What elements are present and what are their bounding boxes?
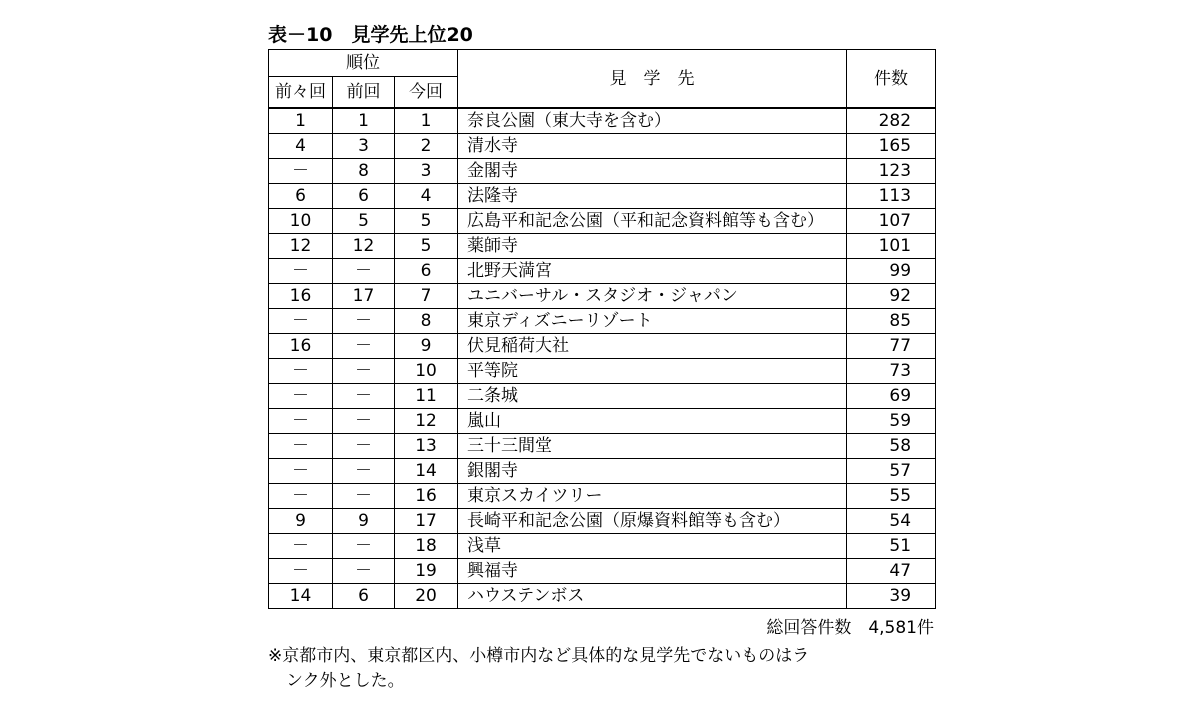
table-row (269, 534, 936, 559)
table-row (269, 259, 936, 284)
header-row-1 (269, 50, 936, 77)
cell-rank-prev2: － (269, 559, 333, 584)
cell-rank-prev2: － (269, 434, 333, 459)
table-row (269, 384, 936, 409)
cell-place: ユニバーサル・スタジオ・ジャパン (458, 284, 847, 309)
table-body (269, 108, 936, 609)
header-now: 今回 (395, 77, 458, 109)
cell-rank-prev: － (333, 409, 395, 434)
cell-rank-prev2: － (269, 534, 333, 559)
table-row (269, 284, 936, 309)
cell-count: 107 (847, 209, 936, 234)
cell-rank-now: 3 (395, 159, 458, 184)
cell-rank-prev: － (333, 534, 395, 559)
cell-rank-prev: － (333, 459, 395, 484)
cell-rank-prev2: 12 (269, 234, 333, 259)
cell-count: 73 (847, 359, 936, 384)
cell-rank-prev2: － (269, 359, 333, 384)
table-row (269, 234, 936, 259)
table-row (269, 484, 936, 509)
footnote (268, 644, 948, 694)
cell-rank-now: 20 (395, 584, 458, 609)
cell-count: 59 (847, 409, 936, 434)
cell-rank-prev: － (333, 559, 395, 584)
cell-rank-prev: 17 (333, 284, 395, 309)
cell-rank-prev: 6 (333, 184, 395, 209)
table-row (269, 309, 936, 334)
cell-place: 東京スカイツリー (458, 484, 847, 509)
table-row (269, 334, 936, 359)
cell-rank-prev2: 16 (269, 284, 333, 309)
cell-rank-now: 5 (395, 234, 458, 259)
cell-rank-now: 8 (395, 309, 458, 334)
cell-place: 平等院 (458, 359, 847, 384)
cell-count: 101 (847, 234, 936, 259)
cell-rank-now: 1 (395, 108, 458, 134)
footnote-line-2: ンク外とした。 (286, 671, 405, 691)
cell-rank-now: 2 (395, 134, 458, 159)
cell-place: ハウステンボス (458, 584, 847, 609)
table-row (269, 584, 936, 609)
cell-place: 広島平和記念公園（平和記念資料館等も含む） (458, 209, 847, 234)
cell-place: 北野天満宮 (458, 259, 847, 284)
table-row (269, 359, 936, 384)
cell-rank-now: 4 (395, 184, 458, 209)
cell-rank-prev2: 4 (269, 134, 333, 159)
cell-place: 三十三間堂 (458, 434, 847, 459)
header-prev2: 前々回 (269, 77, 333, 109)
table-row (269, 159, 936, 184)
cell-place: 嵐山 (458, 409, 847, 434)
cell-rank-now: 5 (395, 209, 458, 234)
cell-rank-prev2: 9 (269, 509, 333, 534)
cell-count: 165 (847, 134, 936, 159)
cell-place: 法隆寺 (458, 184, 847, 209)
table-title: 表－10 見学先上位20 (268, 24, 473, 46)
cell-count: 85 (847, 309, 936, 334)
document (268, 21, 936, 694)
cell-place: 銀閣寺 (458, 459, 847, 484)
cell-place: 金閣寺 (458, 159, 847, 184)
cell-rank-prev: － (333, 434, 395, 459)
cell-rank-prev: 8 (333, 159, 395, 184)
cell-place: 浅草 (458, 534, 847, 559)
header-prev: 前回 (333, 77, 395, 109)
cell-rank-now: 12 (395, 409, 458, 434)
cell-rank-prev: － (333, 359, 395, 384)
cell-rank-prev2: 16 (269, 334, 333, 359)
table-row (269, 108, 936, 134)
cell-rank-prev: 12 (333, 234, 395, 259)
cell-rank-prev2: － (269, 484, 333, 509)
cell-count: 58 (847, 434, 936, 459)
cell-count: 57 (847, 459, 936, 484)
cell-rank-prev2: 14 (269, 584, 333, 609)
cell-rank-prev2: 1 (269, 108, 333, 134)
cell-rank-now: 18 (395, 534, 458, 559)
cell-rank-now: 6 (395, 259, 458, 284)
cell-rank-prev: － (333, 259, 395, 284)
cell-rank-prev2: 10 (269, 209, 333, 234)
cell-count: 113 (847, 184, 936, 209)
cell-count: 69 (847, 384, 936, 409)
cell-rank-now: 19 (395, 559, 458, 584)
cell-rank-prev: － (333, 309, 395, 334)
cell-count: 282 (847, 108, 936, 134)
cell-rank-prev2: 6 (269, 184, 333, 209)
cell-rank-now: 13 (395, 434, 458, 459)
cell-place: 興福寺 (458, 559, 847, 584)
cell-place: 伏見稲荷大社 (458, 334, 847, 359)
cell-count: 92 (847, 284, 936, 309)
cell-place: 長崎平和記念公園（原爆資料館等も含む） (458, 509, 847, 534)
cell-rank-now: 14 (395, 459, 458, 484)
footnote-line-1: ※京都市内、東京都区内、小樽市内など具体的な見学先でないものはラ (268, 646, 810, 666)
cell-rank-now: 17 (395, 509, 458, 534)
cell-rank-now: 11 (395, 384, 458, 409)
ranking-table (268, 49, 936, 609)
cell-rank-prev: 5 (333, 209, 395, 234)
table-row (269, 409, 936, 434)
cell-count: 55 (847, 484, 936, 509)
header-count: 件数 (847, 50, 936, 109)
cell-count: 54 (847, 509, 936, 534)
cell-count: 99 (847, 259, 936, 284)
table-row (269, 209, 936, 234)
cell-place: 薬師寺 (458, 234, 847, 259)
cell-rank-prev: 3 (333, 134, 395, 159)
cell-rank-prev2: － (269, 309, 333, 334)
cell-rank-prev: 1 (333, 108, 395, 134)
cell-place: 清水寺 (458, 134, 847, 159)
table-row (269, 559, 936, 584)
cell-rank-prev2: － (269, 384, 333, 409)
cell-rank-now: 16 (395, 484, 458, 509)
cell-rank-prev: － (333, 334, 395, 359)
cell-count: 51 (847, 534, 936, 559)
header-place: 見 学 先 (458, 50, 847, 109)
cell-count: 39 (847, 584, 936, 609)
cell-count: 77 (847, 334, 936, 359)
table-row (269, 134, 936, 159)
cell-place: 二条城 (458, 384, 847, 409)
table-row (269, 509, 936, 534)
cell-rank-prev2: － (269, 159, 333, 184)
cell-rank-prev: 9 (333, 509, 395, 534)
cell-place: 東京ディズニーリゾート (458, 309, 847, 334)
cell-rank-now: 7 (395, 284, 458, 309)
total-count: 総回答件数 4,581件 (766, 618, 934, 638)
table-row (269, 184, 936, 209)
cell-rank-prev2: － (269, 459, 333, 484)
cell-rank-now: 9 (395, 334, 458, 359)
cell-rank-prev2: － (269, 409, 333, 434)
cell-rank-prev: 6 (333, 584, 395, 609)
cell-count: 47 (847, 559, 936, 584)
table-row (269, 459, 936, 484)
cell-rank-now: 10 (395, 359, 458, 384)
cell-place: 奈良公園（東大寺を含む） (458, 108, 847, 134)
cell-rank-prev: － (333, 484, 395, 509)
cell-count: 123 (847, 159, 936, 184)
cell-rank-prev: － (333, 384, 395, 409)
header-rank-group: 順位 (269, 50, 458, 77)
table-row (269, 434, 936, 459)
cell-rank-prev2: － (269, 259, 333, 284)
